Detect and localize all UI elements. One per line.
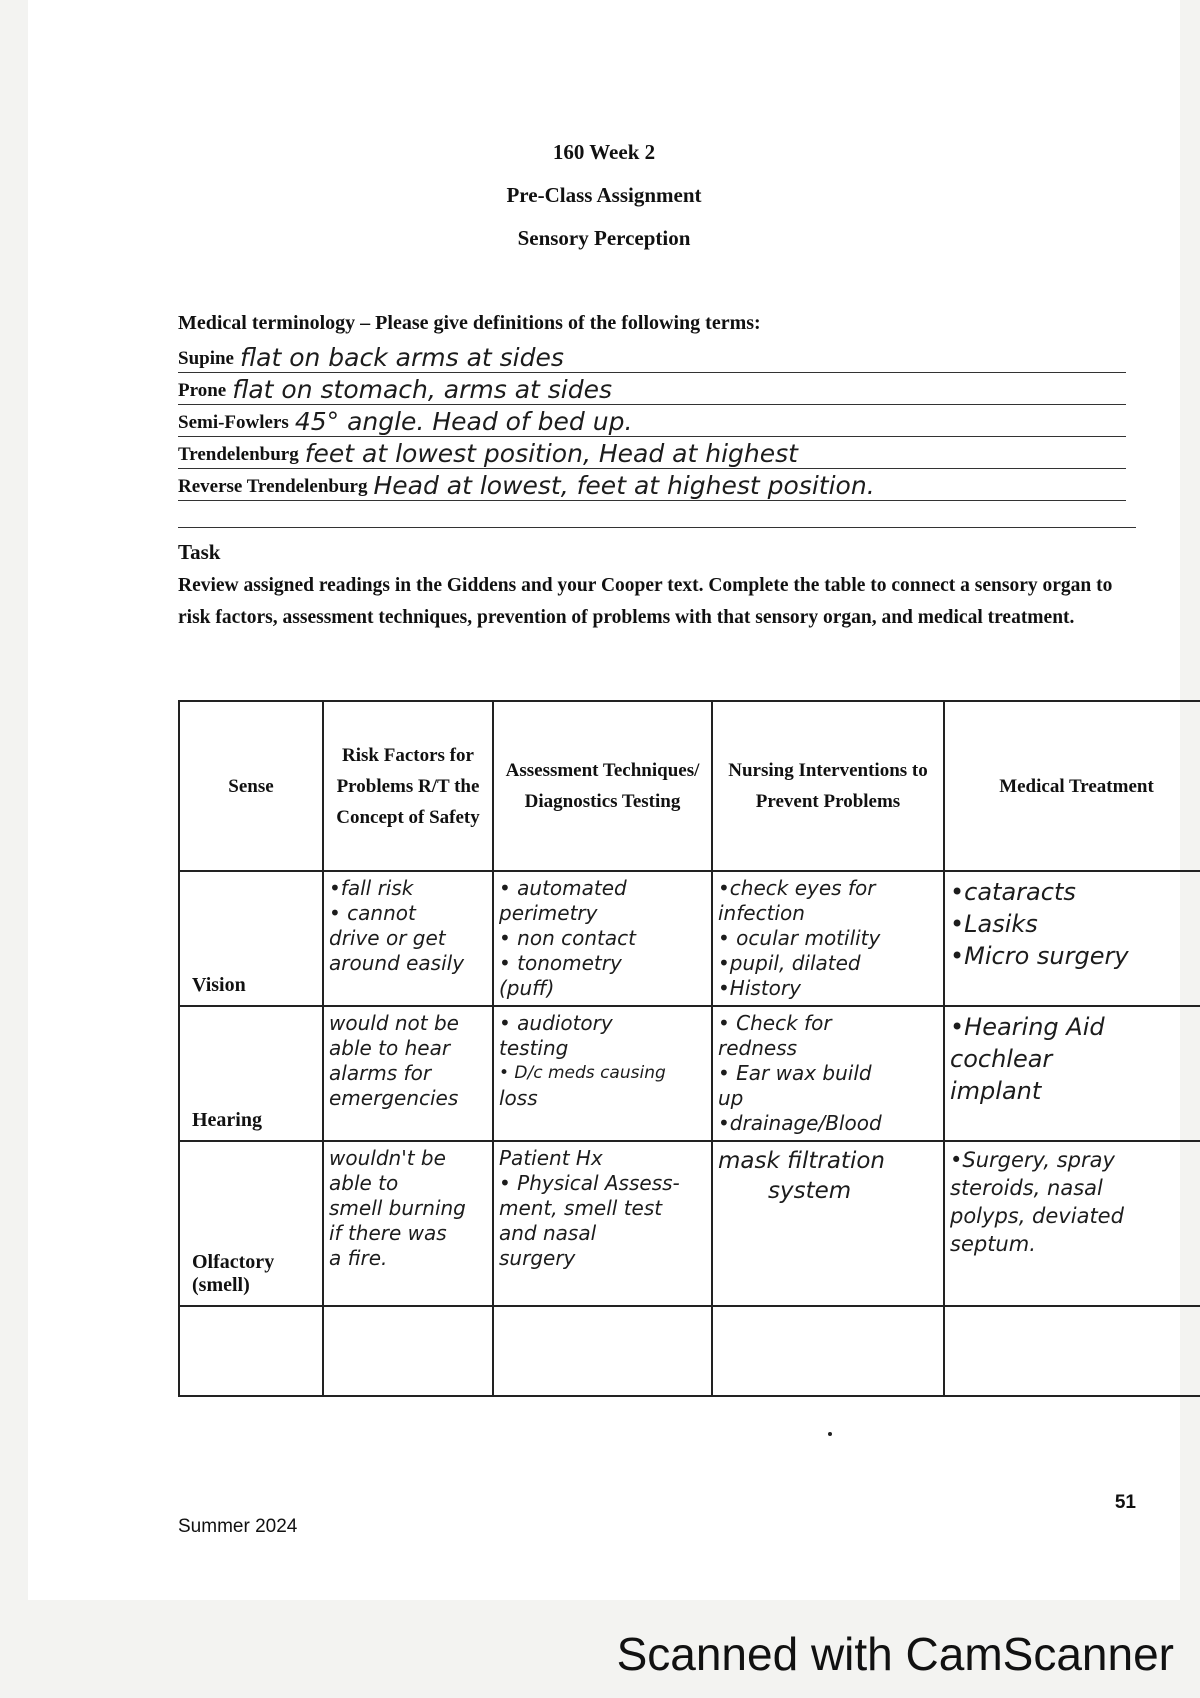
term-row-semi-fowlers — [178, 404, 1126, 437]
interventions-cell — [712, 1306, 944, 1396]
cell-text: • audiotory — [499, 1011, 613, 1035]
term-answer: feet at lowest position, Head at highest — [304, 439, 798, 468]
term-row-reverse-trendelenburg — [178, 468, 1126, 501]
cell-text: •fall risk — [329, 876, 414, 900]
cell-text: •drainage/Blood — [718, 1111, 882, 1135]
scan-speck — [828, 1432, 832, 1436]
treatment-cell — [944, 871, 1200, 1006]
interventions-cell — [712, 871, 944, 1006]
cell-text: • Physical Assess- — [499, 1171, 680, 1195]
page-number: 51 — [1114, 1492, 1136, 1513]
term-label: Prone — [178, 380, 227, 401]
cell-text: •History — [718, 976, 801, 1000]
cell-text: testing — [499, 1036, 569, 1060]
sensory-table — [178, 700, 1200, 1397]
cell-text: •check eyes for — [718, 876, 876, 900]
cell-text: ment, smell test — [499, 1196, 663, 1220]
cell-text: emergencies — [329, 1086, 459, 1110]
term-label: Reverse Trendelenburg — [178, 476, 368, 497]
cell-text: and nasal — [499, 1221, 597, 1245]
cell-text: drive or get — [329, 926, 446, 950]
cell-text: •Surgery, spray — [950, 1148, 1115, 1172]
header-medical-treatment: Medical Treatment — [944, 701, 1200, 871]
sense-cell — [179, 1306, 323, 1396]
cell-text: steroids, nasal — [950, 1176, 1103, 1200]
cell-text: infection — [718, 901, 805, 925]
risk-cell — [323, 871, 493, 1006]
cell-text: •Micro surgery — [950, 942, 1129, 970]
term-label: Supine — [178, 348, 234, 369]
scanner-watermark: Scanned with CamScanner — [616, 1628, 1174, 1680]
cell-text: smell burning — [329, 1196, 466, 1220]
term-answer: 45° angle. Head of bed up. — [294, 407, 633, 436]
cell-text: • Ear wax build — [718, 1061, 872, 1085]
cell-text: •pupil, dilated — [718, 951, 861, 975]
cell-text: surgery — [499, 1246, 576, 1270]
header-risk-factors: Risk Factors for Problems R/T the Concept of Safety — [323, 701, 493, 871]
table-header-row — [179, 701, 1200, 871]
cell-text: • non contact — [499, 926, 636, 950]
header-interventions: Nursing Interventions to Prevent Problems — [712, 701, 944, 871]
cell-text: •cataracts — [950, 878, 1076, 906]
sense-cell: Olfactory (smell) — [179, 1141, 323, 1306]
term-label: Trendelenburg — [178, 444, 299, 465]
cell-text: • Check for — [718, 1011, 832, 1035]
cell-text: • D/c meds causing — [499, 1063, 666, 1083]
section-divider — [178, 527, 1136, 528]
cell-text: •Hearing Aid — [950, 1013, 1105, 1041]
header-sense: Sense — [179, 701, 323, 871]
assessment-cell — [493, 1141, 712, 1306]
interventions-cell — [712, 1006, 944, 1141]
cell-text: mask filtration — [718, 1148, 885, 1174]
treatment-cell — [944, 1306, 1200, 1396]
cell-text: • ocular motility — [718, 926, 881, 950]
term-answer: Head at lowest, feet at highest position. — [373, 471, 875, 500]
cell-text: (puff) — [499, 976, 555, 1000]
assessment-cell — [493, 871, 712, 1006]
table-row — [179, 1141, 1200, 1306]
term-row-trendelenburg — [178, 436, 1126, 469]
risk-cell — [323, 1141, 493, 1306]
cell-text: able to hear — [329, 1036, 451, 1060]
cell-text: cochlear — [950, 1045, 1053, 1073]
course-title: 160 Week 2 — [552, 140, 656, 164]
table-row — [179, 871, 1200, 1006]
cell-text: • cannot — [329, 901, 416, 925]
cell-text: redness — [718, 1036, 798, 1060]
topic-title: Sensory Perception — [517, 226, 691, 250]
assessment-cell — [493, 1306, 712, 1396]
footer-term: Summer 2024 — [178, 1516, 298, 1537]
cell-text: polyps, deviated — [950, 1204, 1124, 1228]
cell-text: able to — [329, 1171, 399, 1195]
assignment-title: Pre-Class Assignment — [506, 183, 702, 207]
sense-cell: Hearing — [179, 1006, 323, 1141]
risk-cell — [323, 1306, 493, 1396]
treatment-cell — [944, 1141, 1200, 1306]
cell-text: alarms for — [329, 1061, 432, 1085]
risk-cell — [323, 1006, 493, 1141]
header-assessment: Assessment Techniques/ Diagnostics Testing — [493, 701, 712, 871]
cell-text: perimetry — [499, 901, 598, 925]
cell-text: loss — [499, 1086, 538, 1110]
cell-text: •Lasiks — [950, 910, 1038, 938]
cell-text: system — [768, 1178, 852, 1204]
cell-text: around easily — [329, 951, 465, 975]
cell-text: wouldn't be — [329, 1146, 446, 1170]
cell-text: septum. — [950, 1232, 1036, 1256]
cell-text: would not be — [329, 1011, 459, 1035]
table-row — [179, 1006, 1200, 1141]
sense-cell: Vision — [179, 871, 323, 1006]
cell-text: implant — [950, 1077, 1042, 1105]
document-page — [28, 0, 1180, 1600]
treatment-cell — [944, 1006, 1200, 1141]
table-row-empty — [179, 1306, 1200, 1396]
cell-text: up — [718, 1086, 744, 1110]
cell-text: if there was — [329, 1221, 447, 1245]
term-answer: flat on back arms at sides — [239, 343, 564, 372]
interventions-cell — [712, 1141, 944, 1306]
term-row-prone — [178, 372, 1126, 405]
cell-text: • automated — [499, 876, 627, 900]
cell-text: • tonometry — [499, 951, 622, 975]
term-answer: flat on stomach, arms at sides — [232, 375, 613, 404]
term-row-supine — [178, 340, 1126, 373]
cell-text: a fire. — [329, 1246, 388, 1270]
terminology-instructions: Medical terminology – Please give definitions of the following terms: — [178, 312, 761, 334]
cell-text: Patient Hx — [499, 1146, 603, 1170]
term-label: Semi-Fowlers — [178, 412, 289, 433]
assessment-cell — [493, 1006, 712, 1141]
task-title: Task — [178, 540, 221, 564]
task-instructions: Review assigned readings in the Giddens and your Cooper text. Complete the table to connect a sensory organ to risk factors, assessment techniques, prevention of problems with that sensory organ, and medical treatment. — [178, 575, 1113, 628]
